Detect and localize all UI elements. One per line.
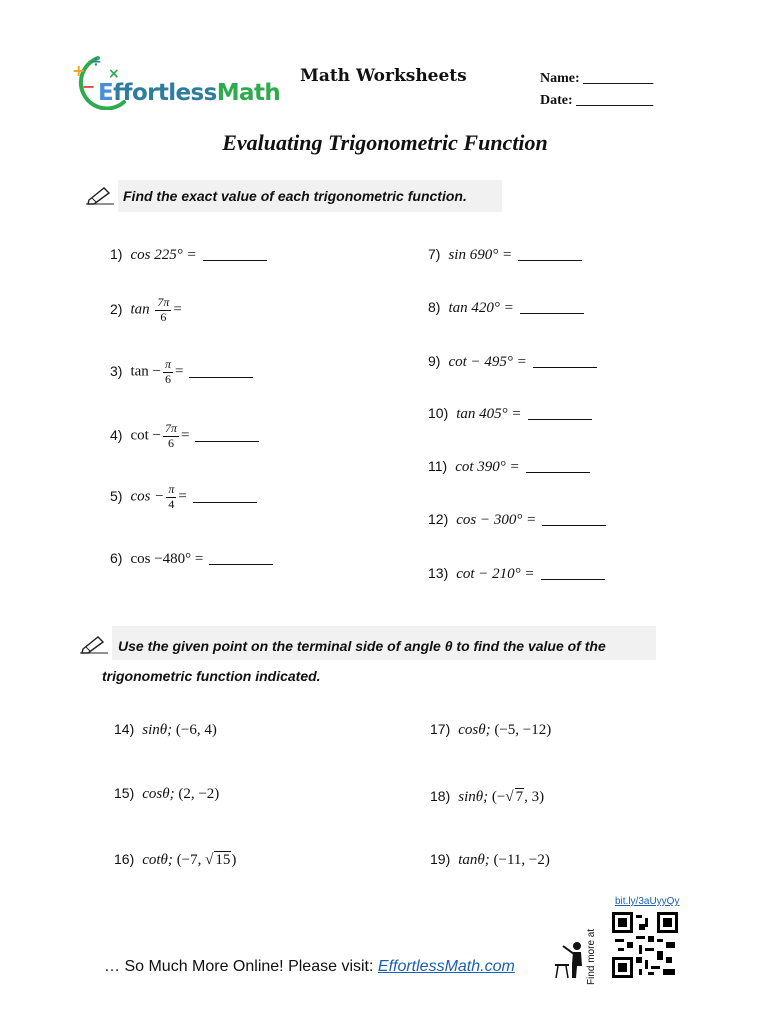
footer-text: … So Much More Online! Please visit: EffortlessMath.com xyxy=(104,958,515,975)
question-8: 8) tan 420° = xyxy=(428,300,584,316)
answer-blank[interactable] xyxy=(209,564,273,565)
answer-blank[interactable] xyxy=(518,260,582,261)
pencil-icon xyxy=(86,185,116,205)
instruction-text-1: Find the exact value of each trigonometric function. xyxy=(123,188,467,204)
teacher-icon xyxy=(555,940,591,980)
question-16: 16) cotθ; (−7, √ 15) xyxy=(114,851,237,868)
answer-blank[interactable] xyxy=(526,472,590,473)
question-4: 4) cot − $\frac{7\pi}{6}$ = xyxy=(110,422,259,451)
question-18: 18) sinθ; (−√ 7, 3) xyxy=(430,788,545,805)
svg-text:×: × xyxy=(108,66,120,82)
question-2: 2) tan $\frac{7\pi}{6}$ = xyxy=(110,295,182,324)
svg-text:+: + xyxy=(72,61,86,80)
short-link[interactable]: bit.ly/3aUyyQy xyxy=(615,896,680,907)
answer-blank[interactable] xyxy=(203,260,267,261)
question-12: 12) cos − 300° = xyxy=(428,512,606,528)
answer-blank[interactable] xyxy=(195,441,259,442)
answer-blank[interactable] xyxy=(193,502,257,503)
qr-code-icon[interactable] xyxy=(612,912,678,978)
answer-blank[interactable] xyxy=(528,419,592,420)
answer-blank[interactable] xyxy=(542,525,606,526)
header-title: Math Worksheets xyxy=(300,66,467,86)
answer-blank[interactable] xyxy=(541,579,605,580)
question-13: 13) cot − 210° = xyxy=(428,566,605,582)
question-14: 14) sinθ; (−6, 4) xyxy=(114,721,217,738)
svg-text:−: − xyxy=(82,77,96,96)
pencil-icon xyxy=(80,634,110,654)
question-17: 17) cosθ; (−5, −12) xyxy=(430,721,552,738)
question-19: 19) tanθ; (−11, −2) xyxy=(430,851,550,868)
question-6: 6) cos −480° = xyxy=(110,551,273,567)
svg-text:÷: ÷ xyxy=(90,54,102,70)
question-1: 1) cos 225° = xyxy=(110,247,267,263)
question-7: 7) sin 690° = xyxy=(428,247,582,263)
answer-blank[interactable] xyxy=(189,377,253,378)
instruction-text-2-line2: trigonometric function indicated. xyxy=(102,668,321,684)
worksheet-title: Evaluating Trigonometric Function xyxy=(222,130,548,155)
question-9: 9) cot − 495° = xyxy=(428,354,597,370)
name-field: Name: __________ xyxy=(540,71,654,86)
find-more-label: Find more at xyxy=(586,928,597,985)
footer-link[interactable]: EffortlessMath.com xyxy=(377,958,515,975)
logo-wordmark: EffortlessMath xyxy=(98,80,281,106)
instruction-text-2-line1: Use the given point on the terminal side of angle θ to find the value of the xyxy=(118,638,606,654)
answer-blank[interactable] xyxy=(520,313,584,314)
question-11: 11) cot 390° = xyxy=(428,459,590,475)
answer-blank[interactable] xyxy=(533,367,597,368)
date-field: Date: ___________ xyxy=(540,93,654,108)
question-5: 5) cos − $\frac{\pi}{4}$ = xyxy=(110,483,257,512)
question-15: 15) cosθ; (2, −2) xyxy=(114,785,220,802)
question-3: 3) tan − $\frac{\pi}{6}$ = xyxy=(110,358,253,387)
question-10: 10) tan 405° = xyxy=(428,406,592,422)
